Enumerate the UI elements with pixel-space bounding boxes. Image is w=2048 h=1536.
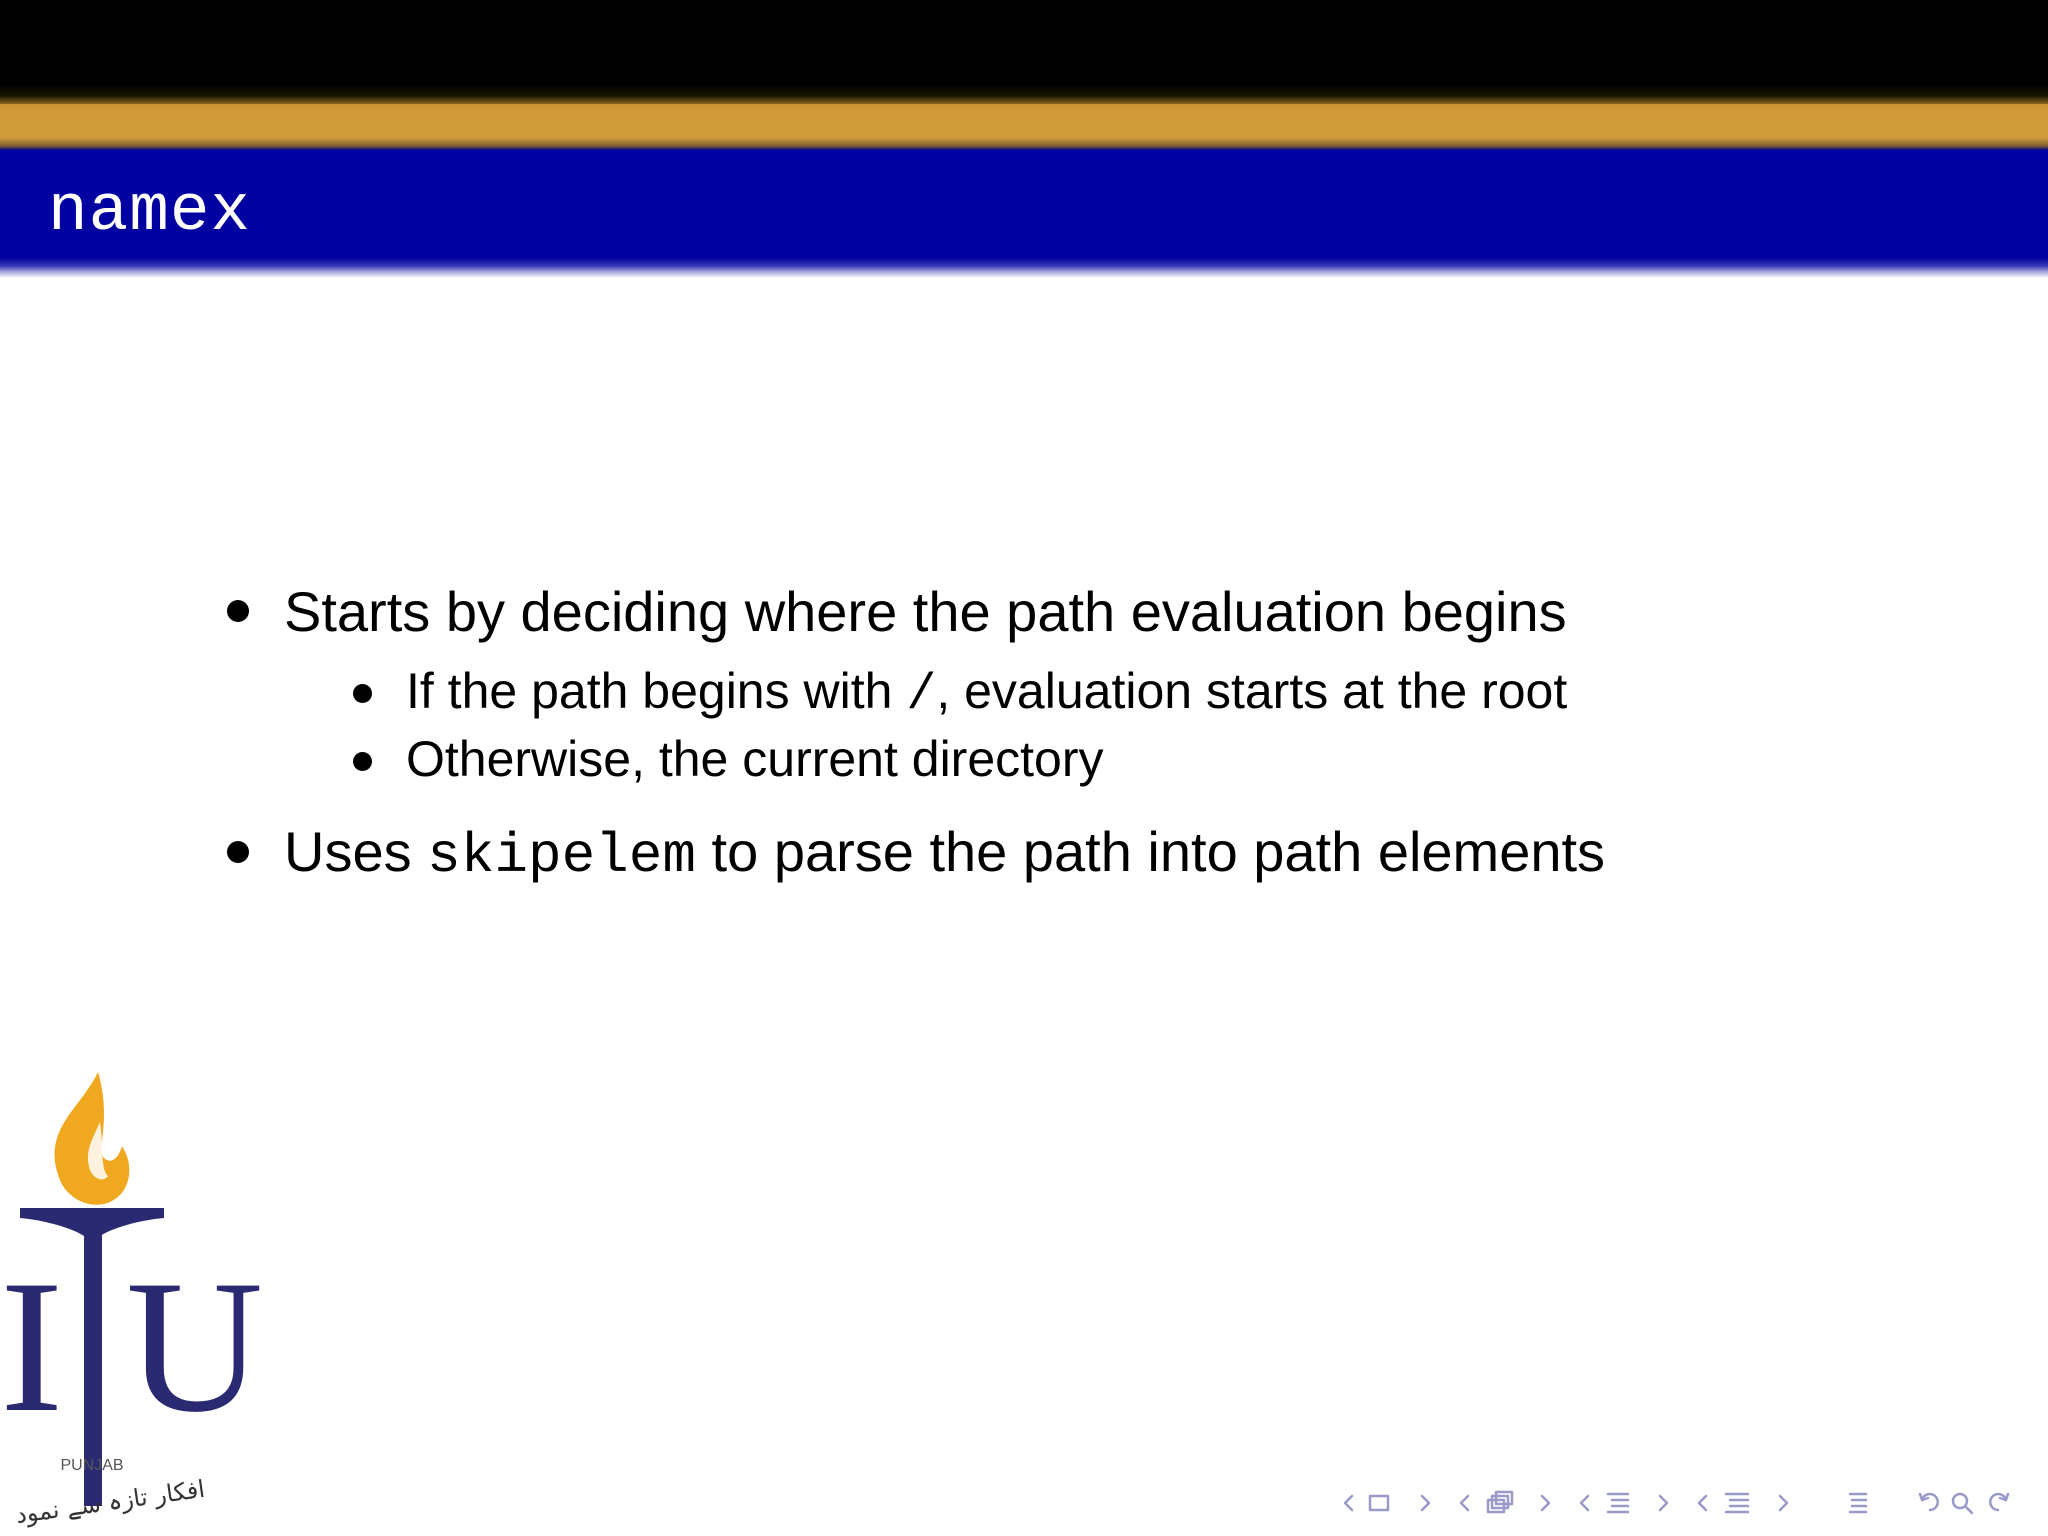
bullet-text bbox=[284, 820, 1605, 888]
sub-bullet-text bbox=[406, 661, 1567, 726]
header-black-band bbox=[0, 0, 2048, 104]
document-icon bbox=[1726, 1494, 1748, 1512]
arrow-left-icon bbox=[1581, 1496, 1588, 1510]
bullet-text-1: Starts by deciding where the path evaluation begins bbox=[284, 580, 1567, 643]
navigation-bar bbox=[1330, 1488, 2040, 1518]
sub-bullet-1-pre: If the path begins with bbox=[406, 663, 907, 719]
arrow-right-icon bbox=[1780, 1496, 1787, 1510]
arrow-right-icon bbox=[1542, 1496, 1549, 1510]
frame-icon bbox=[1370, 1496, 1388, 1510]
logo-letter-u: U bbox=[126, 1242, 264, 1452]
sub-bullet-text bbox=[406, 729, 1104, 789]
bullet-text bbox=[284, 580, 1567, 644]
bullet-2-post: to parse the path into path elements bbox=[696, 820, 1606, 883]
arrow-right-icon bbox=[1422, 1496, 1429, 1510]
section-icon bbox=[1608, 1494, 1628, 1512]
sub-bullet-marker bbox=[353, 684, 372, 703]
logo-caption: PUNJAB bbox=[60, 1457, 124, 1474]
align-icon bbox=[1850, 1494, 1866, 1512]
sub-bullet-marker bbox=[353, 752, 372, 771]
sub-bullet-1-code: / bbox=[906, 667, 937, 724]
title-bar bbox=[0, 150, 2048, 278]
search-icon bbox=[1953, 1494, 1972, 1513]
sub-bullet-1-post: , evaluation starts at the root bbox=[936, 663, 1568, 719]
arrow-right-icon bbox=[1660, 1496, 1667, 1510]
sub-bullet-2-text: Otherwise, the current directory bbox=[406, 731, 1104, 787]
bullet-marker bbox=[227, 841, 249, 863]
redo-icon bbox=[1990, 1494, 2008, 1510]
logo-motto: افکار تازہ سے نمود bbox=[13, 1474, 207, 1530]
itu-logo bbox=[0, 1060, 264, 1530]
bullet-2-code: skipelem bbox=[427, 824, 696, 888]
arrow-left-icon bbox=[1345, 1496, 1352, 1510]
flame-icon bbox=[55, 1072, 130, 1205]
bullet-2-pre: Uses bbox=[284, 820, 428, 883]
arrow-left-icon bbox=[1699, 1496, 1706, 1510]
logo-letter-i: I bbox=[0, 1242, 64, 1452]
header-gold-band bbox=[0, 104, 2048, 150]
bullet-marker bbox=[227, 600, 249, 622]
subsection-icon bbox=[1488, 1492, 1512, 1512]
arrow-left-icon bbox=[1461, 1496, 1468, 1510]
frame-title: namex bbox=[48, 174, 252, 249]
undo-icon bbox=[1920, 1494, 1938, 1510]
